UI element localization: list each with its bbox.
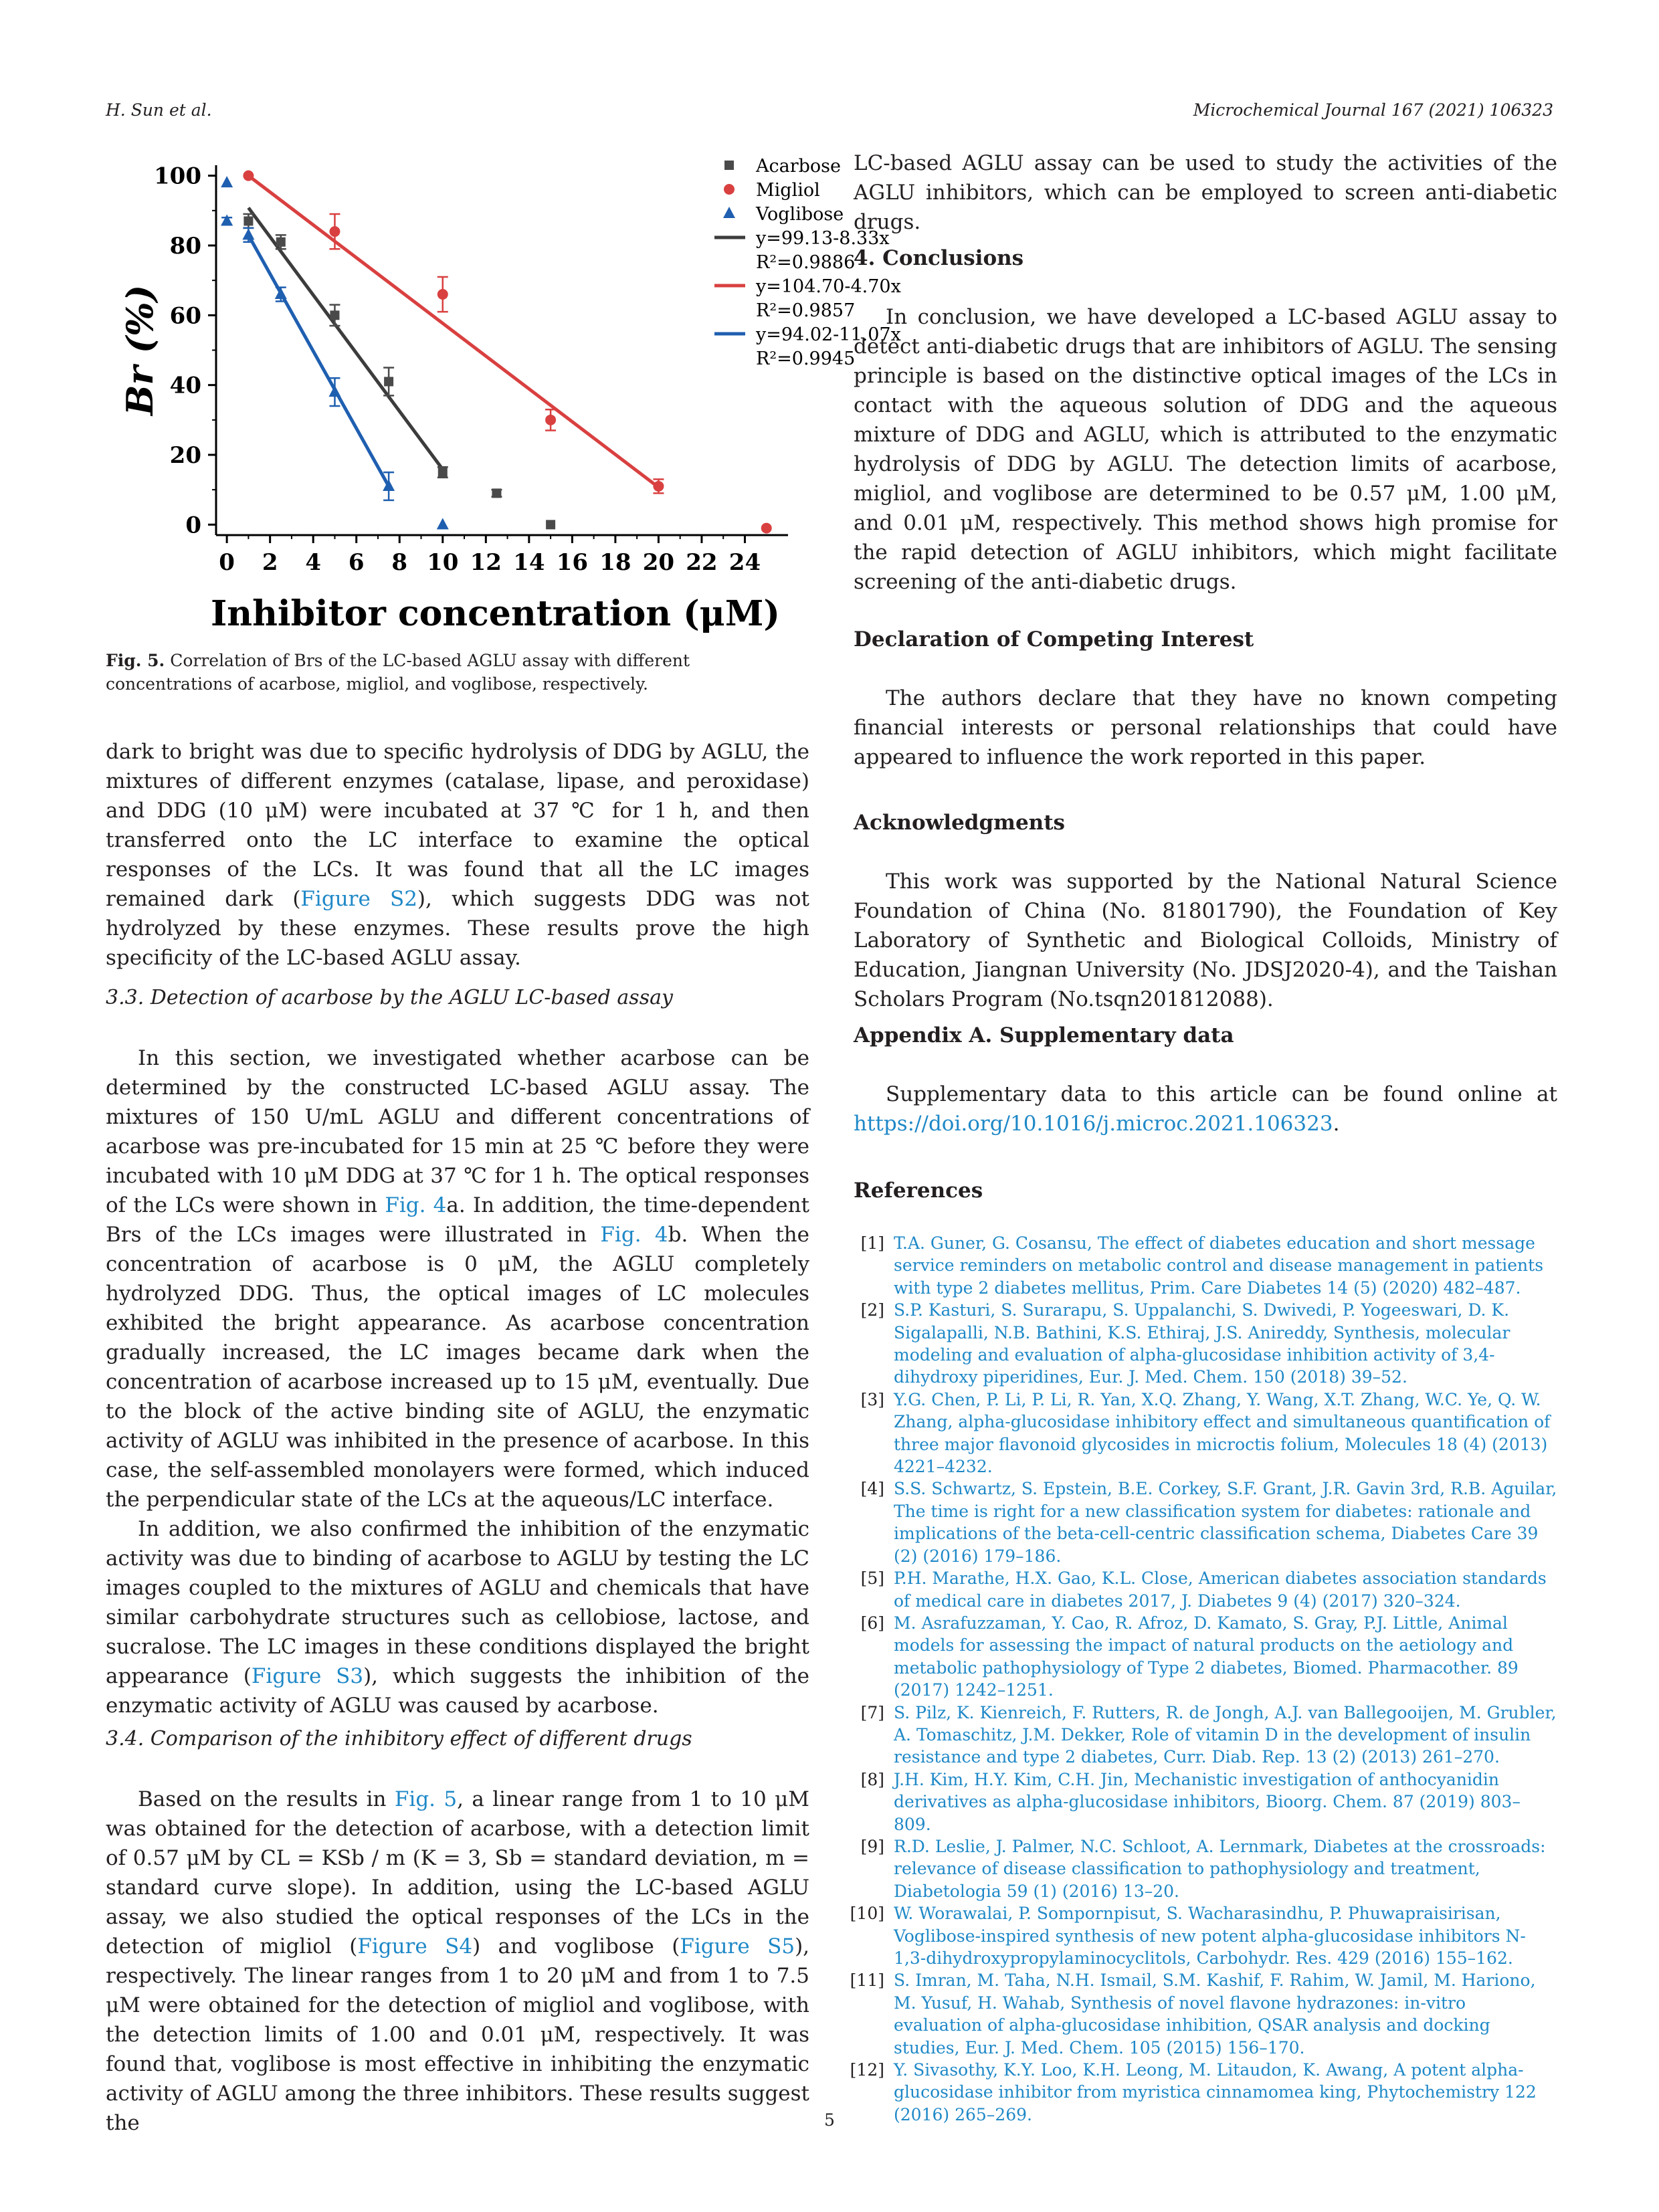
reference-item[interactable] — [836, 1478, 1557, 1567]
legend-r2: R²=0.9857 — [756, 300, 856, 321]
link-fig-4a[interactable]: Fig. 4 — [385, 1193, 447, 1217]
reference-item[interactable] — [836, 1232, 1557, 1299]
reference-item[interactable] — [836, 1902, 1557, 1969]
data-point — [242, 228, 254, 239]
data-point — [492, 488, 501, 498]
reference-item[interactable] — [836, 1969, 1557, 2059]
data-point — [275, 288, 287, 299]
doi-link[interactable]: https://doi.org/10.1016/j.microc.2021.106323 — [854, 1112, 1333, 1136]
legend-equation: y=104.70-4.70x — [756, 276, 901, 297]
data-point — [328, 385, 340, 397]
declaration-heading: Declaration of Competing Interest — [854, 627, 1254, 651]
y-axis-title: Br (%) — [118, 284, 161, 416]
x-tick-label: 14 — [513, 549, 545, 576]
reference-text[interactable]: R.D. Leslie, J. Palmer, N.C. Schloot, A. Lernmark, Diabetes at the crossroads: relevance of disease classification to pathophysiology and treatment, Diabetologia 59 (1) (2016) 13–20. — [894, 1836, 1546, 1901]
x-tick-label: 10 — [427, 549, 459, 576]
paragraph-3-3-a: In this section, we investigated whether acarbose can be determined by the constructed LC-based AGLU assay. The mixtures of 150 U/mL AGLU and different concentrations of acarbose was pre-incubated for 15 min at 25 ℃ before they were incubated with 10 μM DDG at 37 ℃ for 1 h. The optical responses of the LCs were shown in Fig. 4a. In addition, the time-dependent Brs of the LCs images were illustrated in Fig. 4b. When the concentration of acarbose is 0 μM, the AGLU completely hydrolyzed DDG. Thus, the optical images of LC molecules exhibited the bright appearance. As acarbose concentration gradually increased, the LC images became dark when the concentration of acarbose increased up to 15 μM, eventually. Due to the block of the active binding site of AGLU, the enzymatic activity of AGLU was inhibited in the presence of acarbose. In this case, the self-assembled monolayers were formed, which induced the perpendicular state of the LCs at the aqueous/LC interface. — [106, 1046, 809, 1512]
x-axis-title: Inhibitor concentration (μM) — [210, 593, 781, 634]
reference-text[interactable]: S. Imran, M. Taha, N.H. Ismail, S.M. Kashif, F. Rahim, W. Jamil, M. Hariono, M. Yusuf, H. Wahab, Synthesis of novel flavone hydrazones: in-vitro evaluation of alpha-glucosidase inhibition, QSAR analysis and docking studies, Eur. J. Med. Chem. 105 (2015) 156–170. — [894, 1971, 1536, 2057]
reference-number: [9] — [860, 1836, 884, 1856]
y-tick-label: 20 — [169, 442, 201, 470]
reference-number: [2] — [860, 1300, 884, 1320]
legend-label: Migliol — [756, 180, 820, 201]
legend-label: Voglibose — [756, 204, 844, 225]
reference-list — [836, 1232, 1557, 2126]
data-point — [546, 520, 555, 529]
acknowledgments-paragraph: This work was supported by the National Natural Science Foundation of China (No. 81801790), the Foundation of Key Laboratory of Synthetic and Biological Colloids, Ministry of Education, Jiangnan University (No. JDSJ2020-4), and the Taishan Scholars Program (No.tsqn201812088). — [854, 870, 1557, 1011]
legend-r2: R²=0.9945 — [756, 348, 856, 369]
reference-item[interactable] — [836, 1299, 1557, 1389]
data-point — [653, 481, 664, 492]
y-tick-label: 0 — [185, 512, 201, 539]
reference-text[interactable]: T.A. Guner, G. Cosansu, The effect of diabetes education and short message service reminders on metabolic control and disease management in patients with type 2 diabetes mellitus, Prim. Care Diabetes 14 (5) (2020) 482–487. — [894, 1233, 1544, 1298]
y-tick-label: 100 — [154, 163, 201, 190]
reference-item[interactable] — [836, 1389, 1557, 1478]
reference-text[interactable]: S.S. Schwartz, S. Epstein, B.E. Corkey, S.F. Grant, J.R. Gavin 3rd, R.B. Aguilar, The time is right for a new classification system for diabetes: rationale and implications of the beta-cell-centric classification schema, Diabetes Care 39 (2) (2016) 179–186. — [894, 1479, 1557, 1566]
reference-text[interactable]: J.H. Kim, H.Y. Kim, C.H. Jin, Mechanistic investigation of anthocyanidin derivatives as alpha-glucosidase inhibitors, Bioorg. Chem. 87 (2019) 803–809. — [894, 1769, 1521, 1834]
legend-marker — [724, 184, 735, 195]
y-tick-label: 60 — [169, 302, 201, 330]
supplementary-paragraph: Supplementary data to this article can be found online at https://doi.org/10.1016/j.microc.2021.106323. — [854, 1082, 1557, 1136]
section-3-4-heading: 3.4. Comparison of the inhibitory effect of different drugs — [106, 1727, 692, 1750]
fit-line — [248, 235, 389, 486]
paragraph-3-3-b: In addition, we also confirmed the inhibition of the enzymatic activity was due to binding of acarbose to AGLU by testing the LC images coupled to the mixtures of AGLU and chemicals that have similar carbohydrate structures such as cellobiose, lactose, and sucralose. The LC images in these conditions displayed the bright appearance (Figure S3), which suggests the inhibition of the enzymatic activity of AGLU was caused by acarbose. — [106, 1517, 809, 1718]
data-point — [276, 237, 286, 247]
data-point — [221, 214, 233, 225]
x-tick-label: 12 — [470, 549, 502, 576]
data-point — [243, 216, 253, 225]
reference-text[interactable]: Y. Sivasothy, K.Y. Loo, K.H. Leong, M. Litaudon, K. Awang, A potent alpha-glucosidase inhibitor from myristica cinnamomea king, Phytochemistry 122 (2016) 265–269. — [894, 2060, 1537, 2124]
paragraph-continued: dark to bright was due to specific hydrolysis of DDG by AGLU, the mixtures of different enzymes (catalase, lipase, and peroxidase) and DDG (10 μM) were incubated at 37 ℃ for 1 h, and then transferred onto the LC interface to examine the optical responses of the LCs. It was found that all the LC images remained dark (Figure S2), which suggests DDG was not hydrolyzed by these enzymes. These results prove the high specificity of the LC-based AGLU assay. — [106, 740, 809, 970]
paragraph-3-4: Based on the results in Fig. 5, a linear range from 1 to 10 μM was obtained for the detection of acarbose, with a detection limit of 0.57 μM by CL = KSb / m (K = 3, Sb = standard deviation, m = standard curve slope). In addition, using the LC-based AGLU assay, we also studied the optical responses of the LCs in the detection of migliol (Figure S4) and voglibose (Figure S5), respectively. The linear ranges from 1 to 20 μM and from 1 to 7.5 μM were obtained for the detection of migliol and voglibose, with the detection limits of 1.00 and 0.01 μM, respectively. It was found that, voglibose is most effective in inhibiting the enzymatic activity of AGLU among the three inhibitors. These results suggest the — [106, 1787, 810, 2135]
link-fig-5[interactable]: Fig. 5 — [394, 1787, 458, 1811]
reference-number: [7] — [860, 1702, 884, 1722]
reference-number: [8] — [860, 1769, 884, 1789]
data-point — [437, 289, 448, 300]
chart-axes — [118, 163, 788, 634]
chart-data-points — [221, 171, 772, 534]
link-fig-4b[interactable]: Fig. 4 — [600, 1223, 668, 1247]
data-point — [545, 415, 556, 425]
declaration-paragraph: The authors declare that they have no known competing financial interests or personal relationships that could have appeared to influence the work reported in this paper. — [854, 686, 1557, 769]
figure-5-chart — [106, 150, 901, 639]
link-figure-s5[interactable]: Figure S5 — [680, 1934, 795, 1958]
reference-number: [1] — [860, 1233, 884, 1253]
data-point — [384, 377, 393, 386]
paragraph-right-top: LC-based AGLU assay can be used to study the activities of the AGLU inhibitors, which can be employed to screen anti-diabetic drugs. — [854, 151, 1557, 234]
caption-text: Correlation of Brs of the LC-based AGLU assay with different concentrations of acarbose, migliol, and voglibose, respectively. — [106, 651, 690, 694]
reference-item[interactable] — [836, 1769, 1557, 1835]
reference-number: [5] — [860, 1569, 884, 1589]
data-point — [438, 468, 448, 477]
legend-equation: y=99.13-8.33x — [756, 228, 890, 249]
legend-marker — [724, 161, 734, 170]
running-header-journal: Microchemical Journal 167 (2021) 106323 — [1193, 100, 1553, 120]
data-point — [329, 226, 340, 237]
x-tick-label: 0 — [219, 549, 235, 576]
fit-line — [248, 208, 442, 470]
fit-line — [248, 176, 658, 488]
chart-fit-lines — [248, 176, 658, 488]
reference-text[interactable]: S.P. Kasturi, S. Surarapu, S. Uppalanchi, S. Dwivedi, P. Yogeeswari, D. K. Sigalapalli, N.B. Bathini, K.S. Ethiraj, J.S. Anireddy, Synthesis, molecular modeling and evaluation of alpha-glucosidase inhibition activity of 3,4-dihydroxy piperidines, Eur. J. Med. Chem. 150 (2018) 39–52. — [894, 1300, 1510, 1387]
data-point — [437, 518, 449, 529]
link-figure-s3[interactable]: Figure S3 — [251, 1664, 364, 1688]
x-tick-label: 20 — [642, 549, 675, 576]
references-heading: References — [854, 1179, 983, 1203]
link-figure-s4[interactable]: Figure S4 — [357, 1934, 473, 1958]
y-tick-label: 40 — [169, 372, 201, 399]
conclusions-paragraph: In conclusion, we have developed a LC-based AGLU assay to detect anti-diabetic drugs that are inhibitors of AGLU. The sensing principle is based on the distinctive optical images of the LCs in contact with the aqueous solution of DDG and the aqueous mixture of DDG and AGLU, which is attributed to the enzymatic hydrolysis of DDG by AGLU. The detection limits of acarbose, migliol, and voglibose are determined to be 0.57 μM, 1.00 μM, and 0.01 μM, respectively. This method shows high promise for the rapid detection of AGLU inhibitors, which might facilitate screening of the anti-diabetic drugs. — [854, 305, 1557, 594]
x-tick-label: 22 — [686, 549, 718, 576]
x-tick-label: 8 — [391, 549, 408, 576]
running-header-authors: H. Sun et al. — [106, 100, 212, 120]
reference-item[interactable] — [836, 1612, 1557, 1702]
legend-marker — [723, 207, 735, 218]
data-point — [243, 171, 254, 181]
reference-text[interactable]: W. Worawalai, P. Sompornpisut, S. Wacharasindhu, P. Phuwapraisirisan, Voglibose-inspired synthesis of new potent alpha-glucosidase inhibitors N-1,3-dihydroxypropylaminocyclitols, Carbohydr. Res. 429 (2016) 155–162. — [894, 1904, 1526, 1968]
reference-text[interactable]: S. Pilz, K. Kienreich, F. Rutters, R. de Jongh, A.J. van Ballegooijen, M. Grubler, A. Tomaschitz, J.M. Dekker, Role of vitamin D in the development of insulin resistance and type 2 diabetes, Curr. Diab. Rep. 13 (2) (2013) 261–270. — [894, 1702, 1557, 1767]
x-tick-label: 18 — [599, 549, 631, 576]
reference-text[interactable]: M. Asrafuzzaman, Y. Cao, R. Afroz, D. Kamato, S. Gray, P.J. Little, Animal models for assessing the impact of natural products on the aetiology and metabolic pathophysiology of Type 2 diabetes, Biomed. Pharmacother. 89 (2017) 1242–1251. — [894, 1613, 1519, 1700]
reference-text[interactable]: Y.G. Chen, P. Li, P. Li, R. Yan, X.Q. Zhang, Y. Wang, X.T. Zhang, W.C. Ye, Q. W. Zhang, alpha-glucosidase inhibitory effect and simultaneous quantification of three major flavonoid glycosides in microctis folium, Molecules 18 (4) (2013) 4221–4232. — [894, 1389, 1551, 1477]
legend-label: Acarbose — [756, 156, 841, 177]
section-3-3-heading: 3.3. Detection of acarbose by the AGLU LC-based assay — [106, 986, 673, 1009]
acknowledgments-heading: Acknowledgments — [854, 811, 1065, 835]
x-tick-label: 6 — [348, 549, 365, 576]
reference-number: [3] — [860, 1389, 884, 1409]
reference-text[interactable]: P.H. Marathe, H.X. Gao, K.L. Close, American diabetes association standards of medical care in diabetes 2017, J. Diabetes 9 (4) (2017) 320–324. — [894, 1569, 1547, 1611]
reference-item[interactable] — [836, 1835, 1557, 1902]
x-tick-label: 2 — [262, 549, 278, 576]
data-point — [761, 523, 772, 534]
x-tick-label: 24 — [728, 549, 761, 576]
link-figure-s2[interactable]: Figure S2 — [300, 887, 417, 911]
y-tick-label: 80 — [169, 232, 201, 260]
x-tick-label: 4 — [305, 549, 322, 576]
reference-number: [4] — [860, 1479, 884, 1499]
reference-item[interactable] — [836, 1567, 1557, 1612]
reference-number: [12] — [850, 2060, 884, 2080]
legend-r2: R²=0.9886 — [756, 252, 856, 273]
section-4-heading: 4. Conclusions — [854, 246, 1024, 270]
appendix-heading: Appendix A. Supplementary data — [854, 1023, 1234, 1047]
caption-label: Fig. 5. — [106, 651, 165, 670]
reference-number: [6] — [860, 1613, 884, 1633]
reference-number: [10] — [850, 1904, 884, 1924]
figure-caption — [106, 649, 809, 696]
reference-item[interactable] — [836, 1702, 1557, 1769]
data-point — [221, 176, 233, 187]
x-tick-label: 16 — [556, 549, 589, 576]
legend-equation: y=94.02-11.07x — [756, 324, 901, 345]
page-number: 5 — [824, 2110, 835, 2130]
data-point — [330, 310, 339, 320]
reference-number: [11] — [850, 1971, 884, 1991]
